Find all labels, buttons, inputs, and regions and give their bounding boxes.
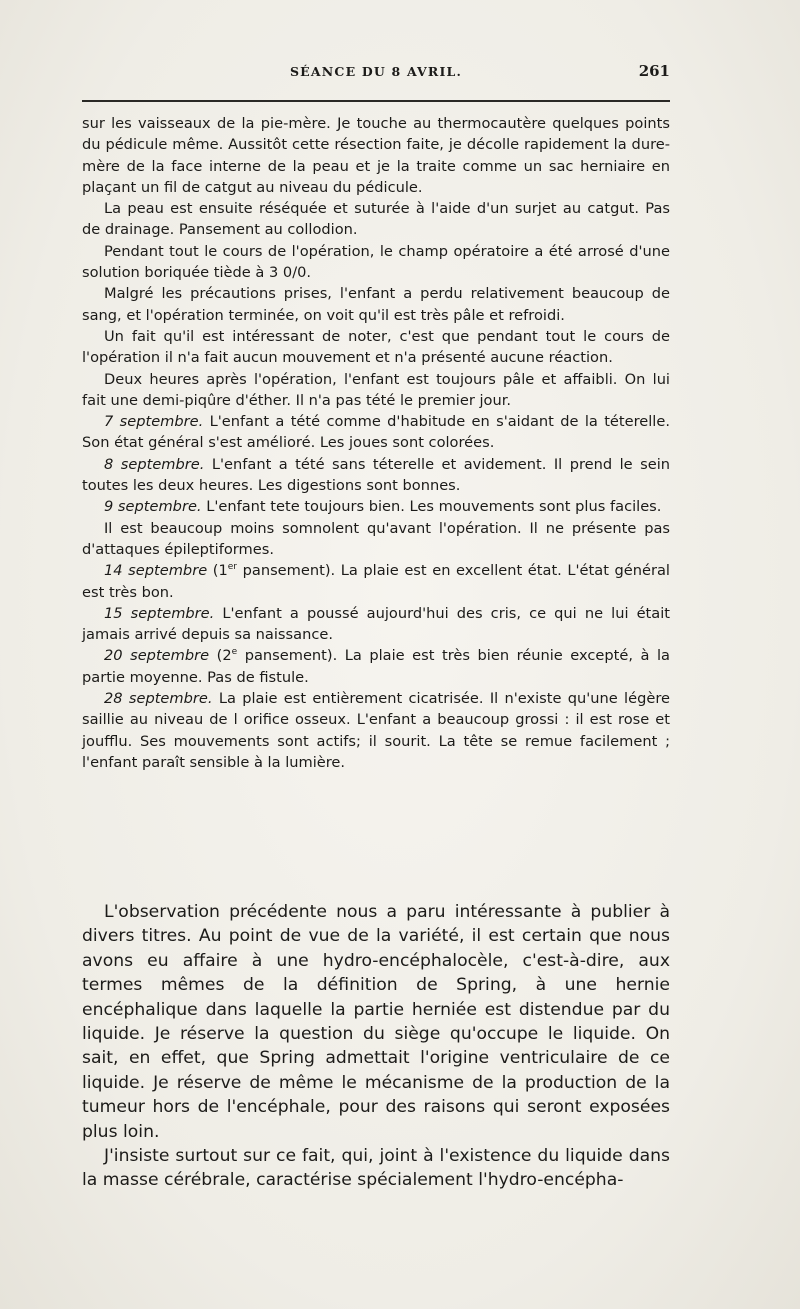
entry-text: pansement). La plaie est très bien réunie excepté, à la partie moyenne. Pas de fistule.: [82, 647, 671, 686]
entry-text: La plaie est entièrement cicatrisée. Il n'existe qu'une légère saillie au niveau de l orifice osseux. L'enfant a beaucoup grossi : il est rose et joufflu. Ses mouvements sont actifs; il sourit. La tête se remue facilement ; l'enfant paraît sensible à la lumière.: [82, 690, 670, 771]
entry-text: L'enfant a poussé aujourd'hui des cris, ce qui ne lui était jamais arrivé depuis sa naissance.: [82, 604, 670, 644]
discussion-text: [82, 900, 670, 1193]
entry-text: pansement). La plaie est en excellent état. L'état général est très bon.: [82, 562, 670, 601]
entry-text: L'enfant tete toujours bien. Les mouvements sont plus faciles.: [201, 498, 662, 516]
page-number: 261: [638, 62, 670, 80]
entry-paren: (2: [209, 647, 232, 665]
paragraph: Un fait qu'il est intéressant de noter, c'est que pendant tout le cours de l'opération il n'a fait aucun mouvement et n'a présenté aucune réaction.: [82, 327, 670, 367]
ordinal-suffix: er: [227, 562, 238, 573]
entry-date: 28 septembre.: [104, 690, 213, 708]
paragraph: sur les vaisseaux de la pie-mère. Je touche au thermocautère quelques points du pédicule même. Aussitôt cette résection faite, je décolle rapidement la dure-mère de la face interne de la peau et je la traite comme un sac herniaire en plaçant un fil de catgut au niveau du pédicule.: [82, 115, 670, 196]
ordinal-suffix: e: [231, 647, 238, 658]
dated-entry: [82, 688, 670, 773]
paragraph: Malgré les précautions prises, l'enfant a perdu relativement beaucoup de sang, et l'opération terminée, on voit qu'il est très pâle et refroidi.: [82, 285, 670, 324]
entry-date: 20 septembre: [104, 647, 210, 665]
paragraph: Deux heures après l'opération, l'enfant est toujours pâle et affaibli. On lui fait une demi-piqûre d'éther. Il n'a pas tété le premier jour.: [82, 370, 670, 409]
dated-entry: [82, 603, 670, 646]
header-rule: [82, 100, 670, 102]
case-observation: [82, 113, 670, 773]
dated-entry: [82, 496, 670, 517]
entry-date: 7 septembre.: [104, 413, 204, 431]
paragraph: Pendant tout le cours de l'opération, le champ opératoire a été arrosé d'une solution boriquée tiède à 3 0/0.: [82, 242, 670, 282]
paragraph: La peau est ensuite réséquée et suturée à l'aide d'un surjet au catgut. Pas de drainage. Pansement au collodion.: [82, 200, 670, 239]
dated-entry: [82, 454, 670, 497]
running-head: SÉANCE DU 8 AVRIL.: [289, 64, 463, 79]
dated-entry: [82, 645, 670, 688]
dated-entry: [82, 560, 670, 603]
dated-entry: [82, 411, 670, 454]
paragraph: J'insiste surtout sur ce fait, qui, joint à l'existence du liquide dans la masse cérébrale, caractérise spécialement l'hydro-encépha-: [82, 1146, 670, 1191]
entry-date: 15 septembre.: [104, 604, 215, 622]
entry-text: L'enfant a tété sans téterelle et avidement. Il prend le sein toutes les deux heures. Les digestions sont bonnes.: [82, 455, 670, 495]
paragraph: Il est beaucoup moins somnolent qu'avant l'opération. Il ne présente pas d'attaques épileptiformes.: [82, 519, 670, 558]
entry-text: L'enfant a tété comme d'habitude en s'aidant de la téterelle. Son état général s'est amélioré. Les joues sont colorées.: [82, 413, 670, 452]
entry-date: 8 septembre.: [104, 455, 205, 473]
page-header: [82, 62, 670, 86]
paragraph: L'observation précédente nous a paru intéressante à publier à divers titres. Au point de vue de la variété, il est certain que nous avons eu affaire à une hydro-encéphalocèle, c'est-à-dire, aux termes mêmes de la définition de Spring, à une hernie encéphalique dans laquelle la partie herniée est distendue par du liquide. Je réserve la question du siège qu'occupe le liquide. On sait, en effet, que Spring admettait l'origine ventriculaire de ce liquide. Je réserve de même le mécanisme de la production de la tumeur hors de l'encéphale, pour des raisons qui seront exposées plus loin.: [82, 902, 670, 1142]
entry-date: 14 septembre: [104, 562, 208, 580]
entry-date: 9 septembre.: [104, 498, 202, 516]
entry-paren: (1: [207, 562, 228, 580]
